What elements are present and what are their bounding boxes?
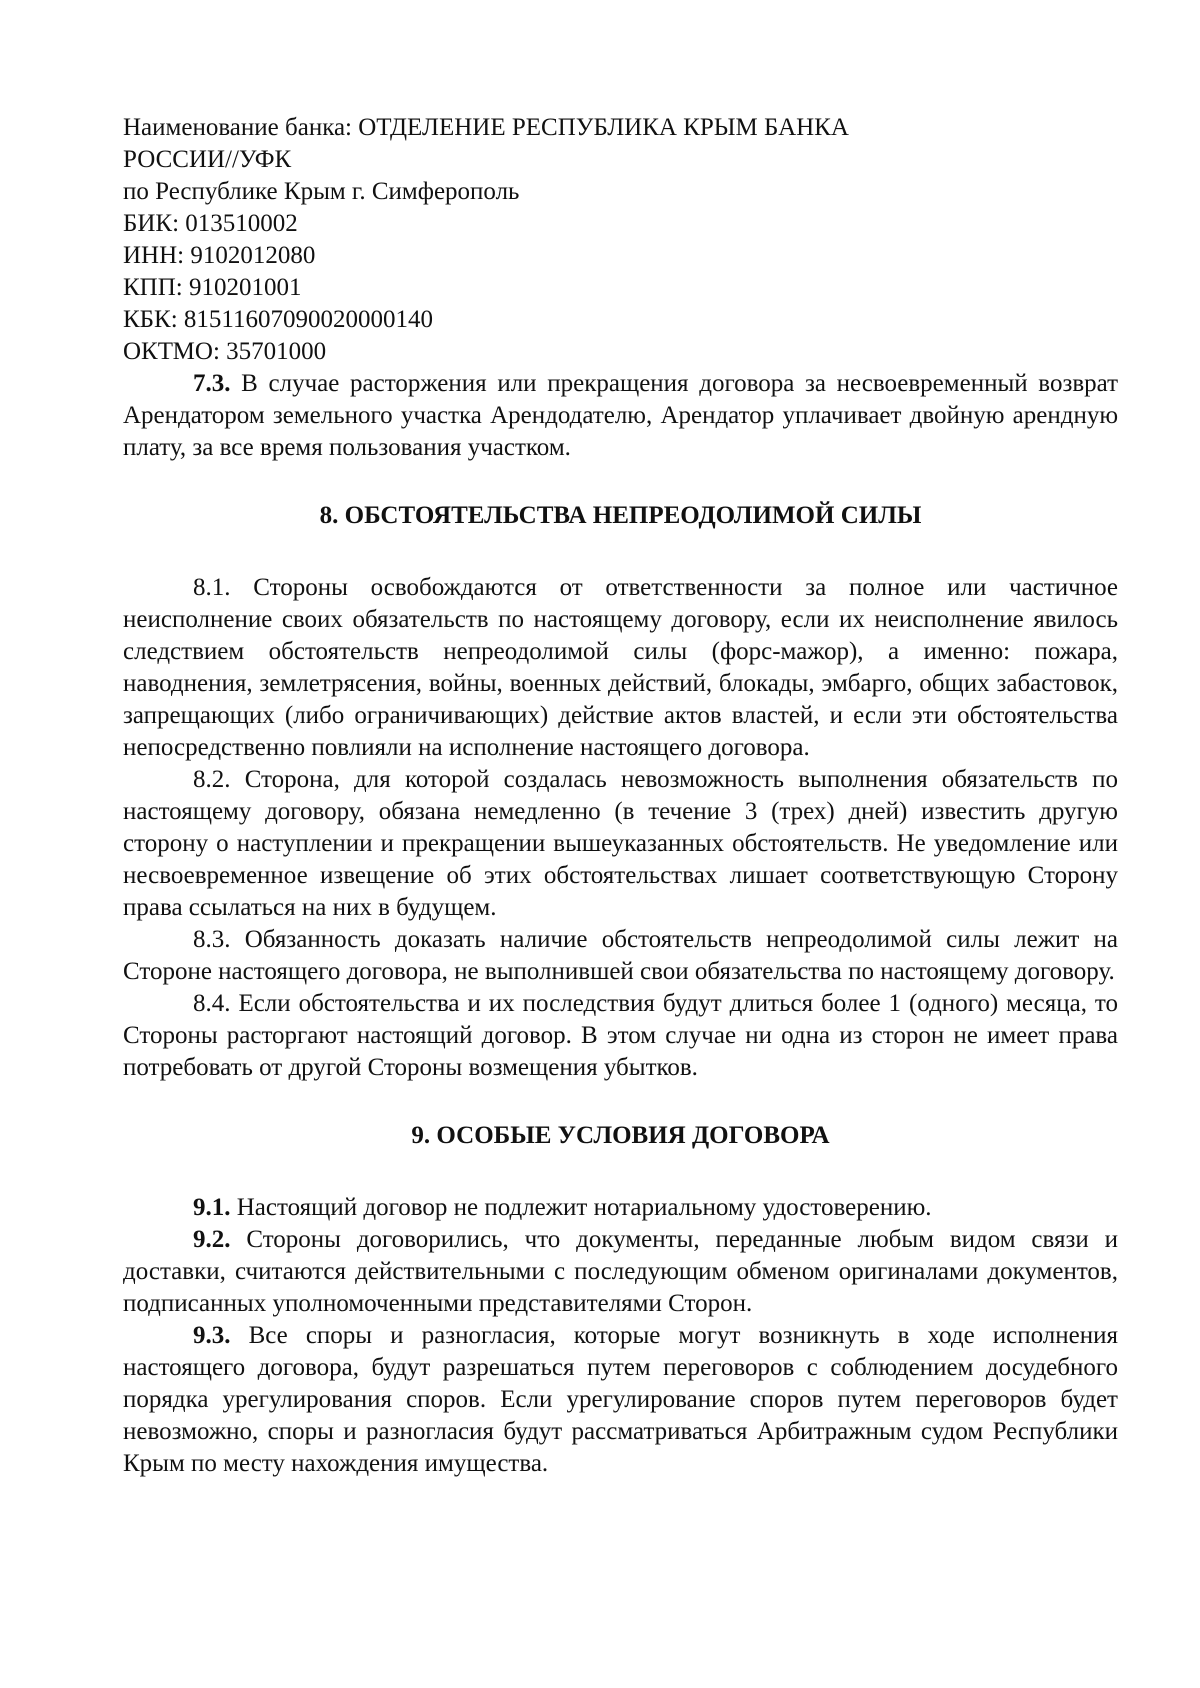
clause-8-4: 8.4. Если обстоятельства и их последствия будут длиться более 1 (одного) месяца, то Стороны расторгают настоящий договор. В этом случае ни одна из сторон не имеет права потребовать от другой Стороны возмещения убытков. [123, 990, 1118, 1081]
section-9-title: 9. ОСОБЫЕ УСЛОВИЯ ДОГОВОРА [411, 1122, 830, 1149]
clause-8-3: 8.3. Обязанность доказать наличие обстоятельств непреодолимой силы лежит на Стороне настоящего договора, не выполнившей свои обязательства по настоящему договору. [123, 926, 1118, 985]
bank-name-line-cont: РОССИИ//УФК [123, 146, 292, 173]
clause-9-3-text: Все споры и разногласия, которые могут возникнуть в ходе исполнения настоящего договора, будут разрешаться путем переговоров с соблюдением досудебного порядка урегулирования споров. Если урегулирование споров путем переговоров будет невозможно, споры и разногласия будут рассматриваться Арбитражным судом Республики Крым по месту нахождения имущества. [123, 1322, 1118, 1477]
clause-9-3 [123, 1320, 1118, 1480]
clause-9-2 [123, 1224, 1118, 1320]
section-9-body [123, 1192, 1118, 1480]
kpp-line: КПП: 910201001 [123, 274, 302, 301]
clause-8-1: 8.1. Стороны освобождаются от ответственности за полное или частичное неисполнение своих обязательств по настоящему договору, если их неисполнение явилось следствием обстоятельств непреодолимой силы (форс-мажор), а именно: пожара, наводнения, землетрясения, войны, военных действий, блокады, эмбарго, общих забастовок, запрещающих (либо ограничивающих) действие актов властей, и если эти обстоятельства непосредственно повлияли на исполнение настоящего договора. [123, 574, 1118, 761]
document-body [123, 112, 1118, 1480]
section-8-title: 8. ОБСТОЯТЕЛЬСТВА НЕПРЕОДОЛИМОЙ СИЛЫ [319, 502, 922, 529]
clause-8-2: 8.2. Сторона, для которой создалась невозможность выполнения обязательств по настоящему договору, обязана немедленно (в течение 3 (трех) дней) известить другую сторону о наступлении и прекращении вышеуказанных обстоятельств. Не уведомление или несвоевременное извещение об этих обстоятельствах лишает соответствующую Сторону права ссылаться на них в будущем. [123, 766, 1118, 921]
bank-name-line: Наименование банка: ОТДЕЛЕНИЕ РЕСПУБЛИКА КРЫМ БАНКА [123, 114, 849, 141]
bank-city-line: по Республике Крым г. Симферополь [123, 178, 520, 205]
clause-9-3-number: 9.3. [193, 1322, 231, 1349]
oktmo-line: ОКТМО: 35701000 [123, 338, 327, 365]
clause-9-1-text: Настоящий договор не подлежит нотариальному удостоверению. [230, 1194, 932, 1221]
clause-9-1 [123, 1192, 1118, 1224]
clause-9-2-text: Стороны договорились, что документы, переданные любым видом связи и доставки, считаются действительными с последующим обменом оригиналами документов, подписанных уполномоченными представителями Сторон. [123, 1226, 1118, 1317]
clause-7-3-text: В случае расторжения или прекращения договора за несвоевременный возврат Арендатором земельного участка Арендодателю, Арендатор уплачивает двойную арендную плату, за все время пользования участком. [123, 370, 1118, 461]
section-8-body [123, 572, 1118, 1084]
clause-9-1-number: 9.1. [193, 1194, 231, 1221]
kbk-line: КБК: 81511607090020000140 [123, 306, 433, 333]
bank-details [123, 112, 1118, 368]
clause-7-3 [123, 368, 1118, 464]
clause-7-3-number: 7.3. [193, 370, 231, 397]
inn-line: ИНН: 9102012080 [123, 242, 316, 269]
clause-9-2-number: 9.2. [193, 1226, 231, 1253]
bik-line: БИК: 013510002 [123, 210, 298, 237]
